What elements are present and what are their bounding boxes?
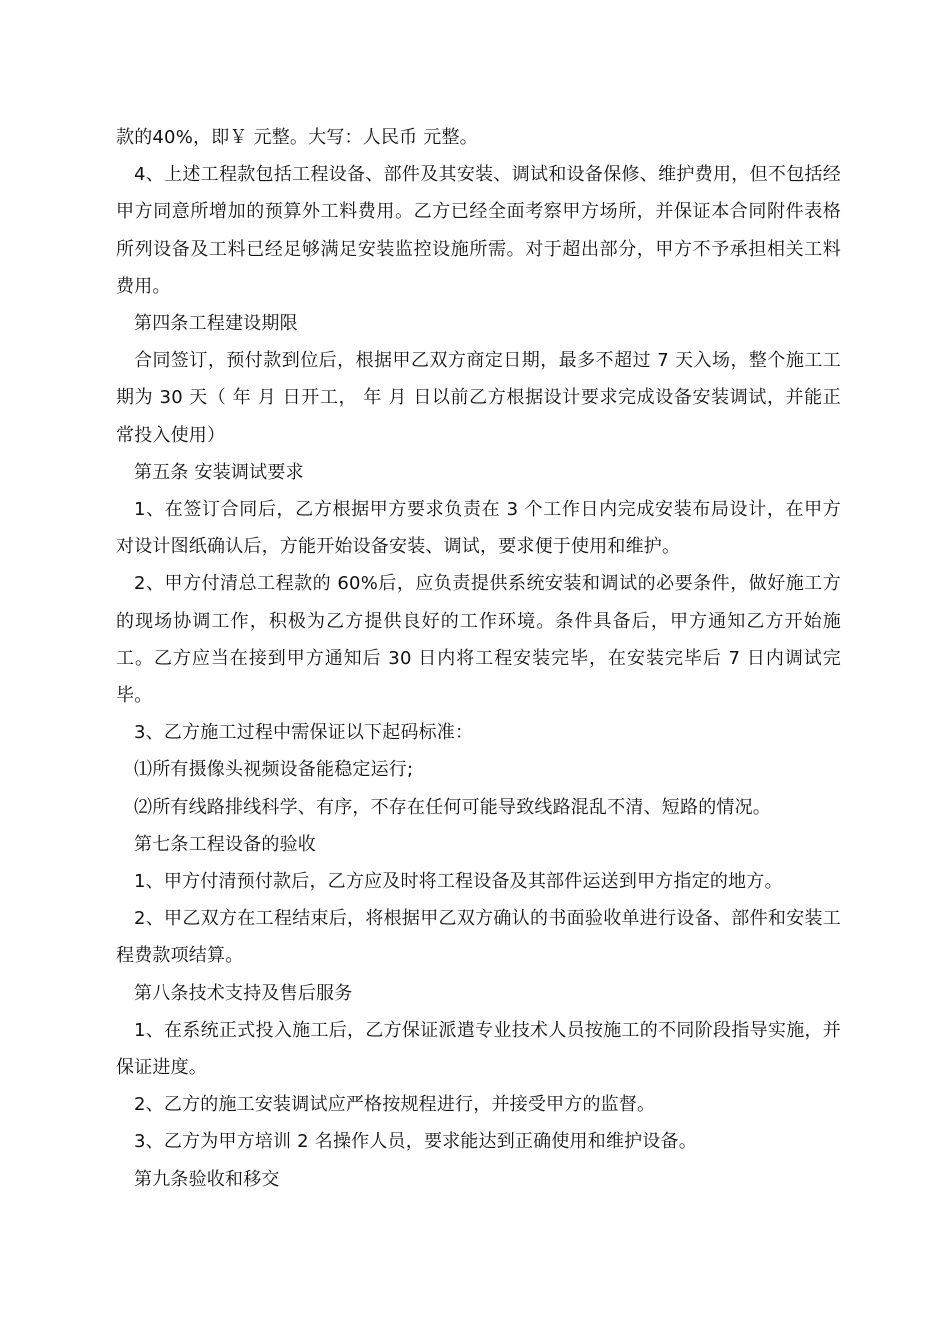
paragraph-installation-conditions: 2、甲方付清总工程款的 60%后，应负责提供系统安装和调试的必要条件，做好施工方的现场协调工作，积极为乙方提供良好的工作环境。条件具备后，甲方通知乙方开始施工。乙方应当在接到甲方通知后 30 日内将工程安装完毕，在安装完毕后 7 日内调试完毕。 bbox=[116, 573, 841, 707]
paragraph-operator-training: 3、乙方为甲方培训 2 名操作人员，要求能达到正确使用和维护设备。 bbox=[134, 1131, 697, 1153]
heading-article-9: 第九条验收和移交 bbox=[134, 1168, 280, 1190]
paragraph-supervision: 2、乙方的施工安装调试应严格按规程进行，并接受甲方的监督。 bbox=[134, 1094, 656, 1116]
paragraph-settlement: 2、甲乙双方在工程结束后，将根据甲乙双方确认的书面验收单进行设备、部件和安装工程费款项结算。 bbox=[116, 908, 841, 967]
paragraph-technical-staff: 1、在系统正式投入施工后，乙方保证派遣专业技术人员按施工的不同阶段指导实施，并保证进度。 bbox=[116, 1019, 841, 1079]
paragraph-project-cost-scope: 4、上述工程款包括工程设备、部件及其安装、调试和设备保修、维护费用，但不包括经甲方同意所增加的预算外工料费用。乙方已经全面考察甲方场所，并保证本合同附件表格所列设备及工料已经足够满足安装监控设施所需。对于超出部分，甲方不予承担相关工料费用。 bbox=[116, 164, 841, 297]
list-item-camera-operation: ⑴所有摄像头视频设备能稳定运行; bbox=[134, 759, 414, 781]
paragraph-equipment-delivery: 1、甲方付清预付款后，乙方应及时将工程设备及其部件运送到甲方指定的地方。 bbox=[134, 871, 783, 893]
heading-article-7: 第七条工程设备的验收 bbox=[134, 833, 316, 855]
heading-article-8: 第八条技术支持及售后服务 bbox=[134, 982, 353, 1004]
heading-article-4: 第四条工程建设期限 bbox=[134, 313, 298, 335]
paragraph-construction-period: 合同签订，预付款到位后，根据甲乙双方商定日期，最多不超过 7 天入场，整个施工工期为 30 天（ 年 月 日开工， 年 月 日以前乙方根据设计要求完成设备安装调试，并能正常投入使用） bbox=[116, 350, 841, 446]
paragraph-layout-design: 1、在签订合同后，乙方根据甲方要求负责在 3 个工作日内完成安装布局设计，在甲方对设计图纸确认后，方能开始设备安装、调试，要求便于使用和维护。 bbox=[116, 499, 841, 558]
document-body bbox=[116, 119, 841, 1198]
heading-article-5: 第五条 安装调试要求 bbox=[134, 461, 304, 483]
paragraph-payment-amount: 款的40%，即￥ 元整。大写：人民币 元整。 bbox=[116, 127, 478, 148]
list-item-wiring-standard: ⑵所有线路排线科学、有序，不存在任何可能导致线路混乱不清、短路的情况。 bbox=[134, 796, 771, 818]
paragraph-minimum-standards: 3、乙方施工过程中需保证以下起码标准： bbox=[134, 722, 474, 744]
